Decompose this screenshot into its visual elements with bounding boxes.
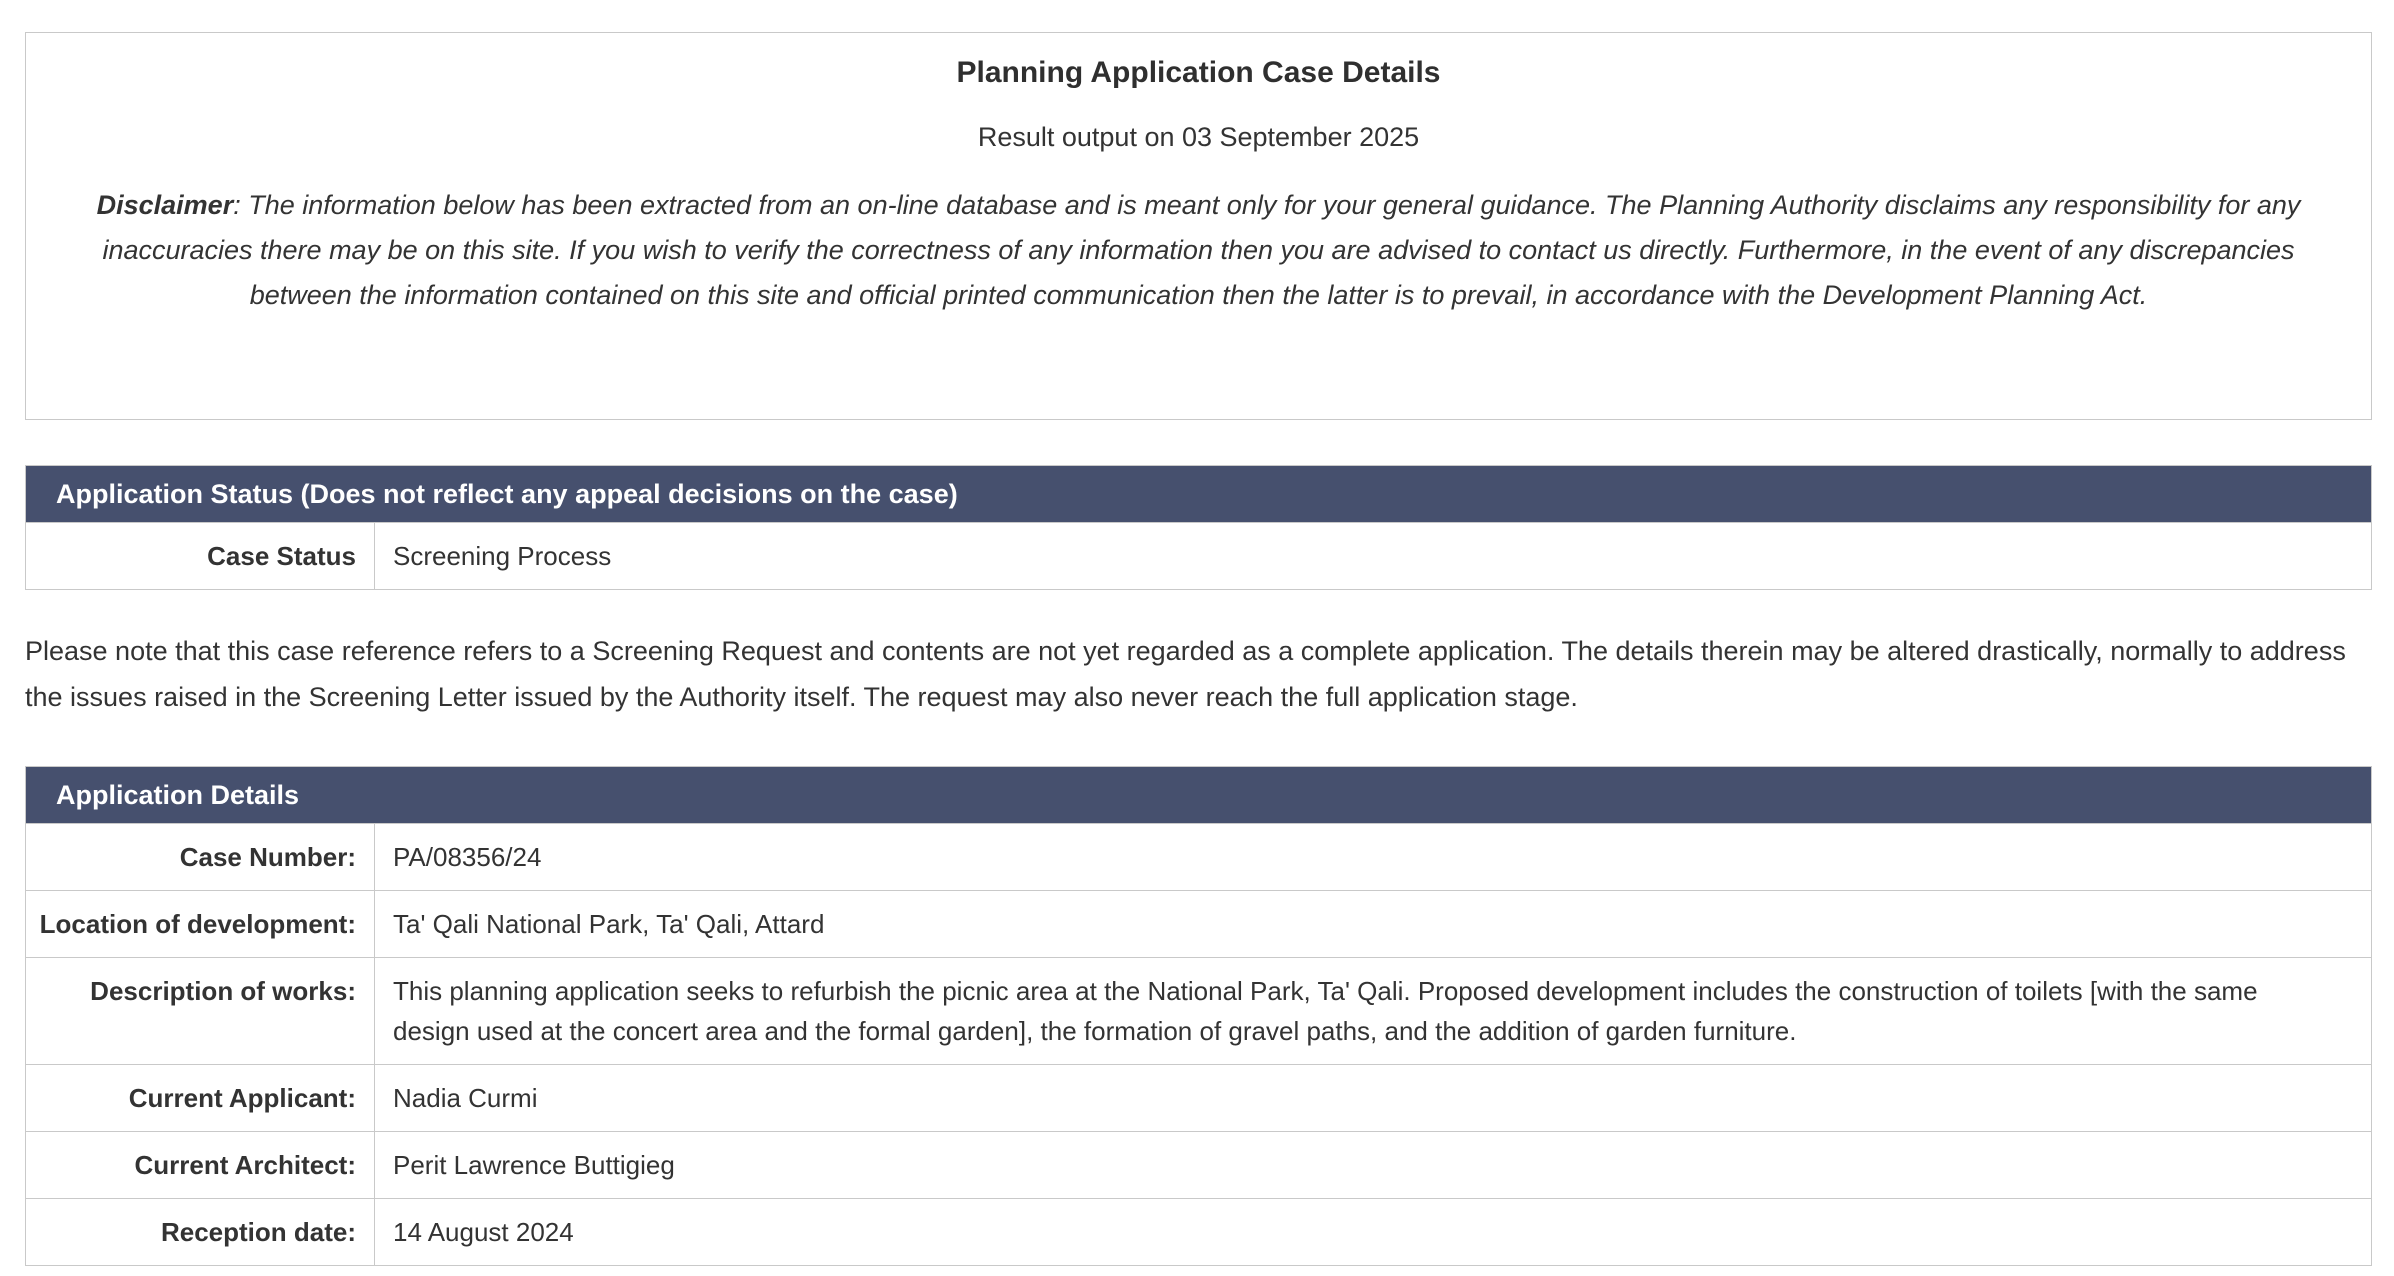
table-row bbox=[26, 957, 2371, 1064]
table-row bbox=[26, 1064, 2371, 1131]
row-value bbox=[374, 1199, 2371, 1265]
row-label: Case Number: bbox=[179, 842, 356, 872]
intro-box bbox=[25, 32, 2372, 420]
row-value-text: Perit Lawrence Buttigieg bbox=[393, 1150, 675, 1180]
row-value-text: PA/08356/24 bbox=[393, 842, 542, 872]
row-label: Reception date: bbox=[160, 1217, 356, 1247]
table-row bbox=[26, 823, 2371, 890]
table-row bbox=[26, 522, 2371, 589]
row-label: Current Applicant: bbox=[128, 1083, 356, 1113]
row-value bbox=[374, 824, 2371, 890]
row-value bbox=[374, 1132, 2371, 1198]
application-details-header: Application Details bbox=[26, 767, 2371, 823]
row-value bbox=[374, 891, 2371, 957]
row-label: Current Architect: bbox=[134, 1150, 356, 1180]
row-label: Description of works: bbox=[90, 976, 356, 1006]
table-row bbox=[26, 1131, 2371, 1198]
row-value-text: Screening Process bbox=[393, 541, 612, 571]
disclaimer-label: Disclaimer bbox=[96, 190, 234, 220]
row-value-text: 14 August 2024 bbox=[393, 1217, 574, 1247]
page-title: Planning Application Case Details bbox=[956, 56, 1441, 89]
table-row bbox=[26, 1198, 2371, 1265]
disclaimer-text bbox=[56, 183, 2341, 318]
row-value bbox=[374, 958, 2371, 1064]
screening-note: Please note that this case reference refers to a Screening Request and contents are not yet regarded as a complete application. The details therein may be altered drastically, normally to address the issues raised in the Screening Letter issued by the Authority itself. The request may also never reach the full application stage. bbox=[25, 636, 2346, 712]
result-date: Result output on 03 September 2025 bbox=[977, 122, 1420, 152]
row-value-text: This planning application seeks to refurbish the picnic area at the National Park, Ta' Qali. Proposed development includes the construction of toilets [with the same design used at the concert area and the formal garden], the formation of gravel paths, and the addition of garden furniture. bbox=[393, 976, 2258, 1046]
application-details-table bbox=[25, 766, 2372, 1266]
row-value-text: Ta' Qali National Park, Ta' Qali, Attard bbox=[393, 909, 825, 939]
row-value-text: Nadia Curmi bbox=[393, 1083, 538, 1113]
row-value bbox=[374, 523, 2371, 589]
row-value bbox=[374, 1065, 2371, 1131]
row-label: Case Status bbox=[207, 541, 356, 571]
application-status-table bbox=[25, 465, 2372, 590]
disclaimer-body: : The information below has been extracted from an on-line database and is meant only for your general guidance. The Planning Authority disclaims any responsibility for any inaccuracies there may be on this site. If you wish to verify the correctness of any information then you are advised to contact us directly. Furthermore, in the event of any discrepancies between the information contained on this site and official printed communication then the latter is to prevail, in accordance with the Development Planning Act. bbox=[102, 190, 2301, 310]
row-label: Location of development: bbox=[39, 909, 356, 939]
table-row bbox=[26, 890, 2371, 957]
application-status-header: Application Status (Does not reflect any appeal decisions on the case) bbox=[26, 466, 2371, 522]
